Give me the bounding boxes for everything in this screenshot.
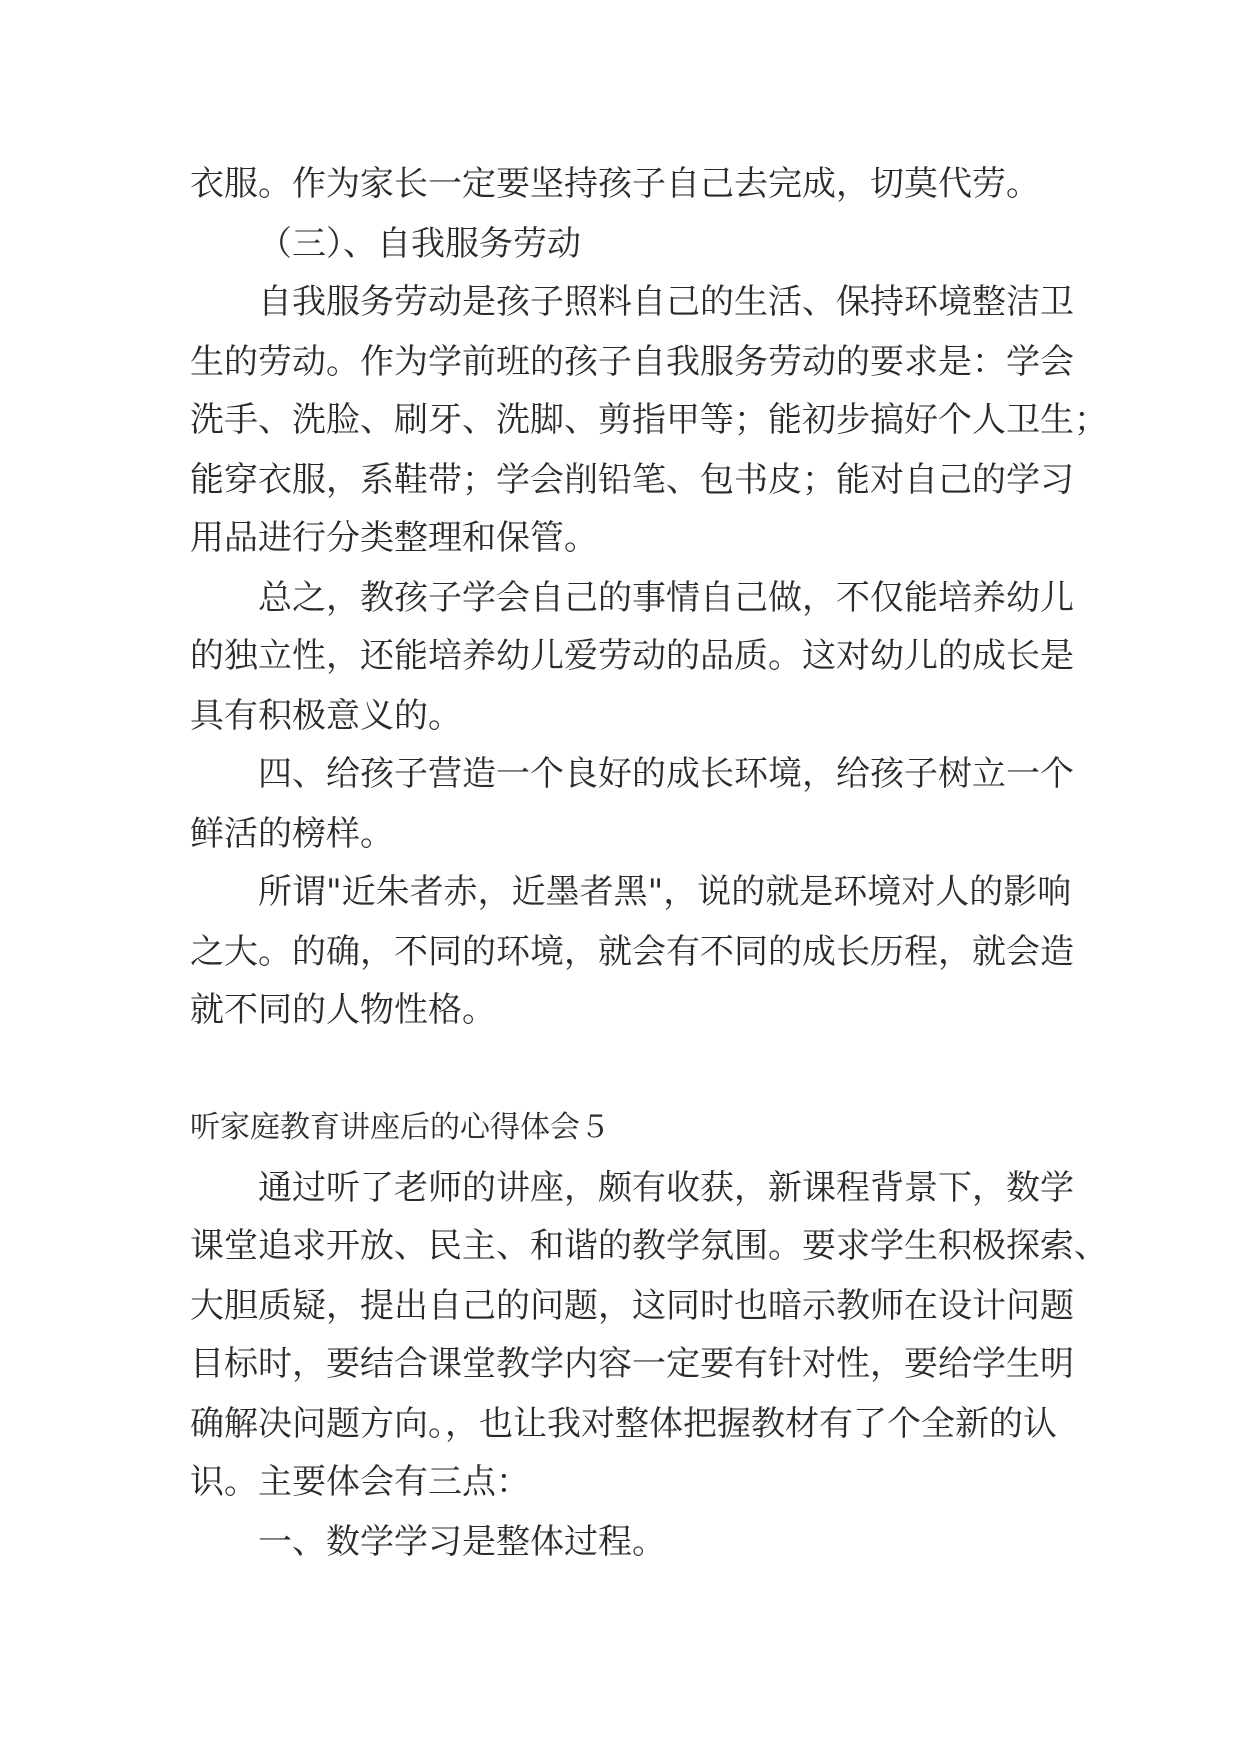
paragraph-line: 通过听了老师的讲座，颇有收获，新课程背景下，数学	[258, 1168, 1074, 1208]
paragraph-line: 一、数学学习是整体过程。	[258, 1522, 666, 1562]
paragraph-line: 鲜活的榜样。	[190, 814, 394, 854]
paragraph-line: 所谓"近朱者赤，近墨者黑"，说的就是环境对人的影响	[258, 872, 1072, 912]
paragraph-line: 目标时，要结合课堂教学内容一定要有针对性，要给学生明	[190, 1344, 1074, 1384]
paragraph-line: 自我服务劳动是孩子照料自己的生活、保持环境整洁卫	[258, 282, 1074, 322]
paragraph-line: 能穿衣服，系鞋带；学会削铅笔、包书皮；能对自己的学习	[190, 460, 1074, 500]
paragraph-line: 四、给孩子营造一个良好的成长环境，给孩子树立一个	[258, 754, 1074, 794]
paragraph-line: 就不同的人物性格。	[190, 990, 496, 1030]
paragraph-line: 总之，教孩子学会自己的事情自己做，不仅能培养幼儿	[258, 578, 1074, 618]
paragraph-line: 大胆质疑，提出自己的问题，这同时也暗示教师在设计问题	[190, 1286, 1074, 1326]
paragraph-line: 用品进行分类整理和保管。	[190, 518, 598, 558]
section-title: 听家庭教育讲座后的心得体会５	[190, 1110, 610, 1145]
paragraph-line: 确解决问题方向。，也让我对整体把握教材有了个全新的认	[190, 1404, 1057, 1444]
subsection-heading: （三）、自我服务劳动	[258, 224, 581, 264]
paragraph-line: 具有积极意义的。	[190, 696, 462, 736]
paragraph-line: 课堂追求开放、民主、和谐的教学氛围。要求学生积极探索、	[190, 1226, 1108, 1266]
paragraph-line: 衣服。作为家长一定要坚持孩子自己去完成，切莫代劳。	[190, 164, 1040, 204]
paragraph-line: 生的劳动。作为学前班的孩子自我服务劳动的要求是：学会	[190, 342, 1074, 382]
paragraph-line: 识。主要体会有三点：	[190, 1462, 530, 1502]
paragraph-line: 洗手、洗脸、刷牙、洗脚、剪指甲等；能初步搞好个人卫生；	[190, 400, 1108, 440]
paragraph-line: 的独立性，还能培养幼儿爱劳动的品质。这对幼儿的成长是	[190, 636, 1074, 676]
paragraph-line: 之大。的确，不同的环境，就会有不同的成长历程，就会造	[190, 932, 1074, 972]
